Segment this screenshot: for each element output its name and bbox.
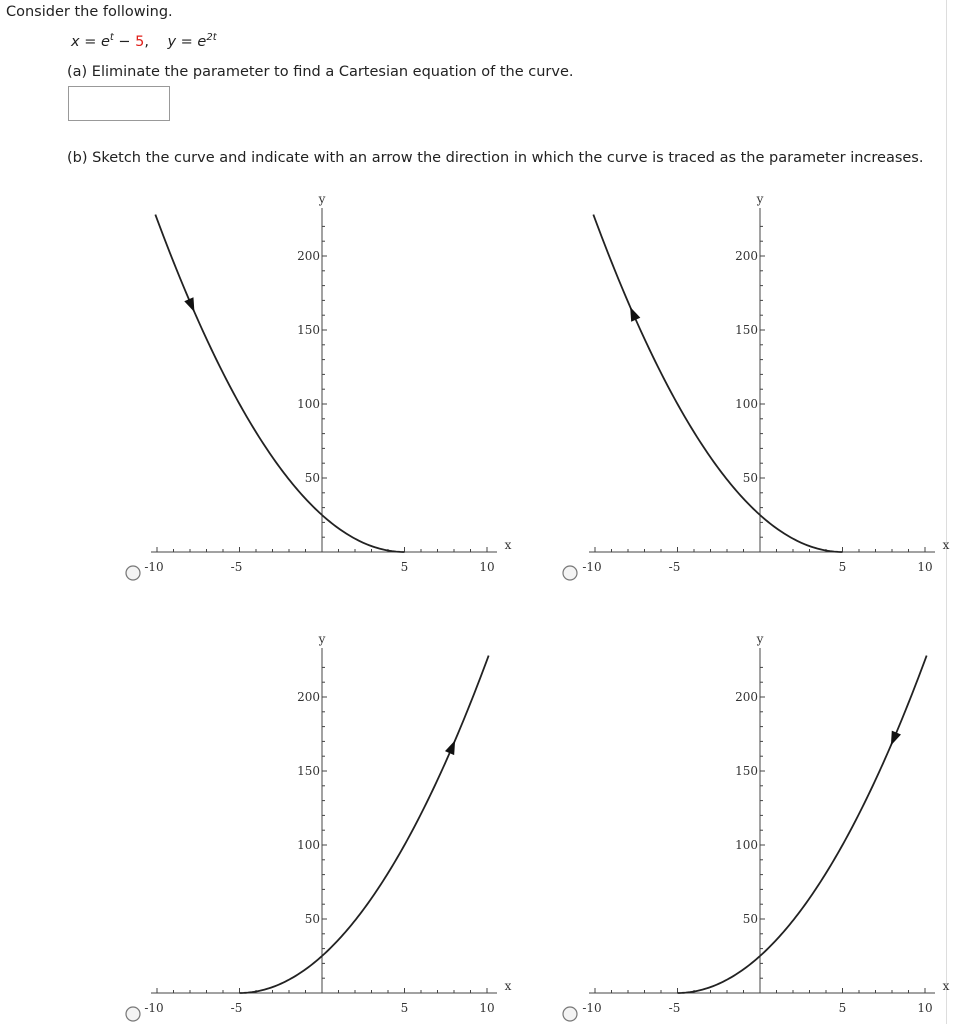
x-tick-label: -5	[230, 1001, 243, 1015]
y-eq-exponent: 2t	[206, 32, 217, 43]
x-tick-label: -10	[582, 1001, 602, 1015]
option-radio-4[interactable]	[563, 1007, 577, 1021]
direction-arrow	[445, 740, 455, 755]
x-tick-label: 10	[479, 1001, 495, 1015]
x-eq-prefix: x = e	[71, 34, 110, 50]
part-a-prompt: (a) Eliminate the parameter to find a Cartesian equation of the curve.	[67, 64, 574, 80]
y-tick-label: 50	[742, 471, 758, 485]
x-axis-label: x	[504, 538, 512, 552]
x-tick-label: -10	[144, 560, 164, 574]
x-tick-label: 5	[838, 560, 847, 574]
parametric-curve	[155, 215, 404, 552]
direction-arrow	[184, 297, 194, 312]
parametric-curve	[593, 215, 842, 552]
x-tick-label: 10	[917, 1001, 933, 1015]
y-axis-label: y	[756, 192, 764, 206]
y-axis-label: y	[318, 632, 326, 646]
question-title: Consider the following.	[6, 4, 173, 20]
x-tick-label: -5	[668, 1001, 681, 1015]
y-eq-prefix: y = e	[167, 34, 207, 50]
x-tick-label: -5	[230, 560, 243, 574]
y-tick-label: 150	[735, 764, 758, 778]
y-tick-label: 100	[297, 838, 320, 852]
graph-option-2	[563, 192, 950, 580]
y-tick-label: 50	[742, 912, 758, 926]
y-tick-label: 200	[297, 690, 320, 704]
y-tick-label: 200	[735, 249, 758, 263]
graph-option-4	[563, 632, 950, 1021]
parametric-curve	[678, 656, 927, 993]
y-tick-label: 150	[297, 323, 320, 337]
y-tick-label: 200	[297, 249, 320, 263]
y-tick-label: 150	[297, 764, 320, 778]
y-tick-label: 200	[735, 690, 758, 704]
x-eq-constant: 5	[135, 34, 145, 50]
x-tick-label: 10	[479, 560, 495, 574]
x-tick-label: -5	[668, 560, 681, 574]
eq-separator: ,	[144, 34, 168, 50]
graph-option-3	[126, 632, 512, 1021]
y-axis-label: y	[756, 632, 764, 646]
x-tick-label: -10	[582, 560, 602, 574]
y-tick-label: 150	[735, 323, 758, 337]
x-tick-label: 5	[838, 1001, 847, 1015]
y-tick-label: 50	[304, 471, 320, 485]
x-tick-label: -10	[144, 1001, 164, 1015]
y-tick-label: 100	[297, 397, 320, 411]
y-tick-label: 50	[304, 912, 320, 926]
option-radio-1[interactable]	[126, 566, 140, 580]
parametric-curve	[240, 656, 489, 993]
graph-option-1	[126, 192, 512, 580]
x-eq-minus: −	[113, 34, 136, 50]
x-tick-label: 10	[917, 560, 933, 574]
x-axis-label: x	[942, 538, 950, 552]
part-b-prompt: (b) Sketch the curve and indicate with an arrow the direction in which the curve is traced as the parameter increases.	[67, 150, 924, 166]
x-axis-label: x	[942, 979, 950, 993]
y-axis-label: y	[318, 192, 326, 206]
option-radio-2[interactable]	[563, 566, 577, 580]
y-tick-label: 100	[735, 838, 758, 852]
x-tick-label: 5	[400, 1001, 409, 1015]
y-tick-label: 100	[735, 397, 758, 411]
x-tick-label: 5	[400, 560, 409, 574]
direction-arrow	[891, 731, 901, 746]
x-axis-label: x	[504, 979, 512, 993]
option-radio-3[interactable]	[126, 1007, 140, 1021]
x-eq-exponent: t	[109, 32, 114, 43]
direction-arrow	[630, 307, 640, 322]
